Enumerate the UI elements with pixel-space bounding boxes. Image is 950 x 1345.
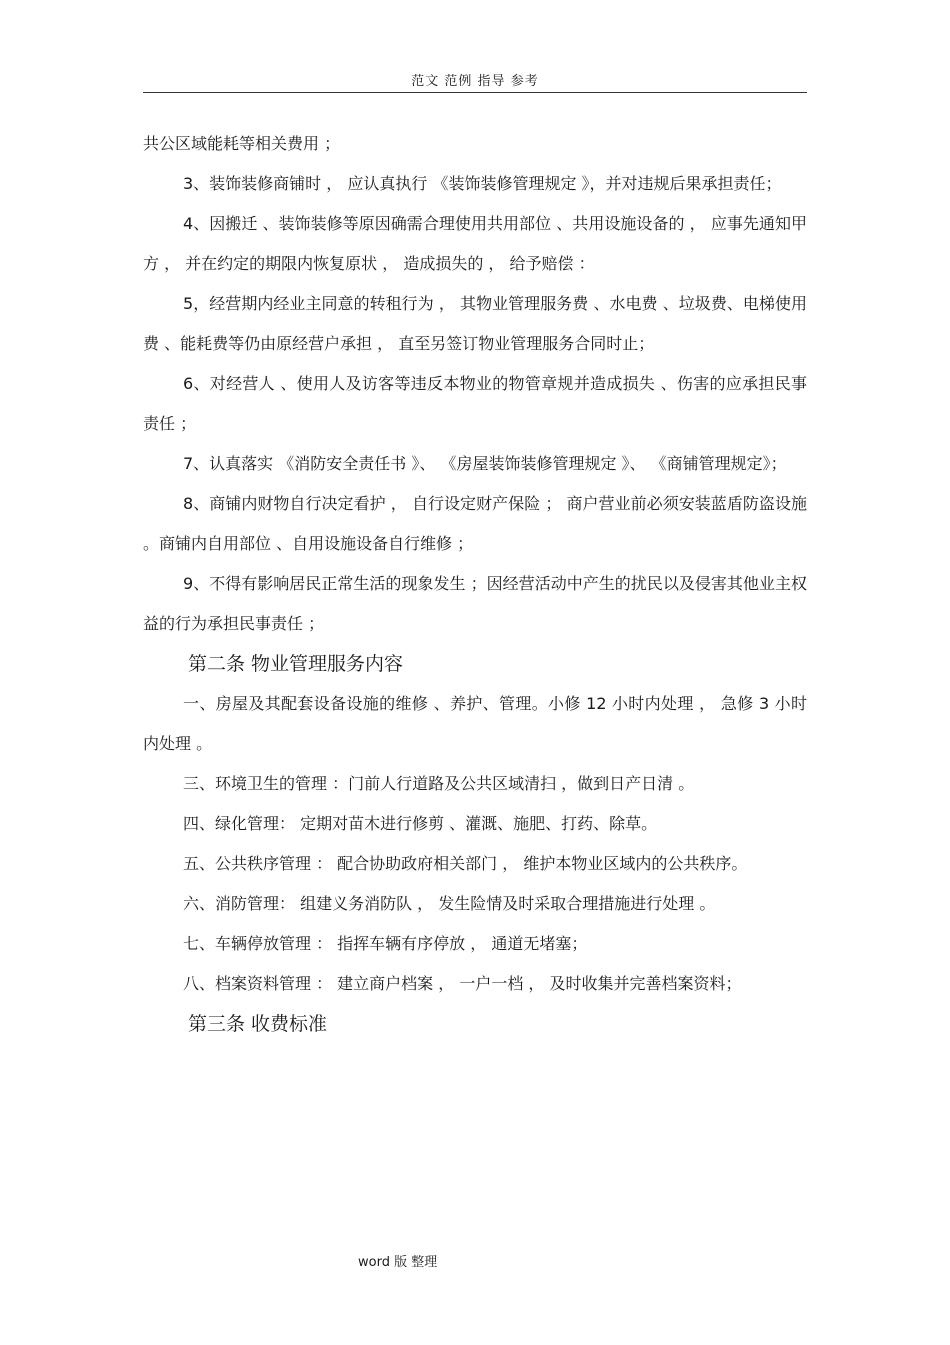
body-paragraph: 9、不得有影响居民正常生活的现象发生 ；因经营活动中产生的扰民以及侵害其他业主权益的行为承担民事责任 ； <box>143 574 807 633</box>
body-paragraph: 三、环境卫生的管理 ：门前人行道路及公共区域清扫 ，做到日产日清 。 <box>183 774 695 793</box>
header-divider <box>143 92 807 93</box>
body-paragraph: 共公区域能耗等相关费用 ； <box>143 134 341 153</box>
body-paragraph: 3、装饰装修商铺时 ， 应认真执行 《装饰装修管理规定 》，并对违规后果承担责任； <box>183 174 782 193</box>
body-paragraph: 8、商铺内财物自行决定看护 ， 自行设定财产保险 ； 商户营业前必须安装蓝盾防盗设施 。商铺内自用部位 、自用设施设备自行维修 ； <box>143 494 807 553</box>
body-paragraph: 5，经营期内经业主同意的转租行为 ， 其物业管理服务费 、水电费 、垃圾费、电梯使用费 、能耗费等仍由原经营户承担 ， 直至另签订物业管理服务合同时止； <box>143 294 807 353</box>
page-header: 范文 范例 指导 参考 <box>411 74 539 89</box>
section-heading: 第二条 物业管理服务内容 <box>188 653 404 675</box>
section-heading: 第三条 收费标准 <box>188 1013 328 1035</box>
body-paragraph: 7、认真落实 《消防安全责任书 》、 《房屋装饰装修管理规定 》、 《商铺管理规定》； <box>183 454 787 473</box>
body-paragraph: 七、车辆停放管理 ： 指挥车辆有序停放 ， 通道无堵塞； <box>183 934 588 953</box>
body-paragraph: 五、公共秩序管理 ： 配合协助政府相关部门 ， 维护本物业区域内的公共秩序。 <box>183 854 748 873</box>
body-paragraph: 4、因搬迁 、装饰装修等原因确需合理使用共用部位 、共用设施设备的 ， 应事先通知甲方 ， 并在约定的期限内恢复原状 ， 造成损失的 ， 给予赔偿 ： <box>143 214 807 273</box>
body-paragraph: 一、房屋及其配套设备设施的维修 、养护、管理。小修 12 小时内处理 ， 急修 3 小时内处理 。 <box>143 694 807 753</box>
body-paragraph: 八、档案资料管理 ： 建立商户档案 ， 一户一档 ， 及时收集并完善档案资料； <box>183 974 742 993</box>
body-paragraph: 六、消防管理： 组建义务消防队 ， 发生险情及时采取合理措施进行处理 。 <box>183 894 716 913</box>
document-body <box>143 124 807 1044</box>
body-paragraph: 四、绿化管理： 定期对苗木进行修剪 、灌溉、施肥、打药、除草。 <box>183 814 658 833</box>
page-footer: word 版 整理 <box>358 1255 438 1270</box>
body-paragraph: 6、对经营人 、使用人及访客等违反本物业的物管章规并造成损失 、伤害的应承担民事责任 ； <box>143 374 807 433</box>
